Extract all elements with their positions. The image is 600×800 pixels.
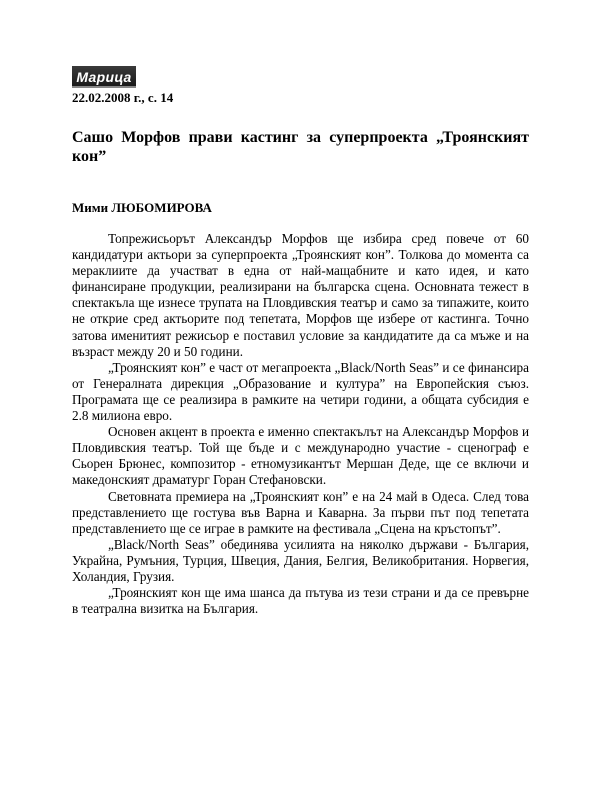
newspaper-logo: Марица: [72, 66, 136, 88]
source-line: 22.02.2008 г., с. 14: [72, 90, 174, 105]
paragraph: „Троянският кон” е част от мегапроекта „Black/North Seas” и се финансира от Генералната дирекция „Образование и култура” на Европейския съюз. Програмата ще се реализира в рамките на четири години, а общата субсидия е 2.8 милиона евро.: [72, 359, 529, 424]
paragraph: Топрежисьорът Александър Морфов ще избира сред повече от 60 кандидатури актьори за суперпроекта „Троянският кон”. Толкова до момента са мераклиите да участват в една от най-мащабните и като идея, и като финансиране продукции, реализирани на българска сцена. Основната тежест в спектакъла ще изнесе трупата на Пловдивския театър и само за типажите, които не открие сред актьорите под тепетата, Морфов ще избере от кастинга. Точно затова именитият режисьор е поставил условие за кандидатите да са мъже и на възраст между 20 и 50 години.: [72, 231, 529, 359]
article-author: Мими ЛЮБОМИРОВА: [72, 200, 212, 215]
document-page: [72, 66, 529, 617]
paragraph: Световната премиера на „Троянският кон” е на 24 май в Одеса. След това представлението ще гостува във Варна и Каварна. За първи път под тепетата представлението ще се играе в рамките на фестивала „Сцена на кръстопът”.: [72, 488, 529, 536]
paragraph: Основен акцент в проекта е именно спектакълът на Александър Морфов и Пловдивския театър. Той ще бъде и с международно участие - сценограф е Сьорен Брюнес, композитор - етномузикантът Мершан Деде, ще се включи и македонският драматург Горан Стефановски.: [72, 424, 529, 488]
article-body: [72, 231, 529, 617]
article-title: Сашо Морфов прави кастинг за суперпроекта „Троянският кон”: [72, 129, 529, 165]
paragraph: „Black/North Seas” обединява усилията на няколко държави - България, Украйна, Румъния, Турция, Швеция, Дания, Белгия, Великобритания. Норвегия, Холандия, Грузия.: [72, 536, 529, 584]
paragraph: „Троянският кон ще има шанса да пътува из тези страни и да се превърне в театрална визитка на България.: [72, 585, 529, 617]
